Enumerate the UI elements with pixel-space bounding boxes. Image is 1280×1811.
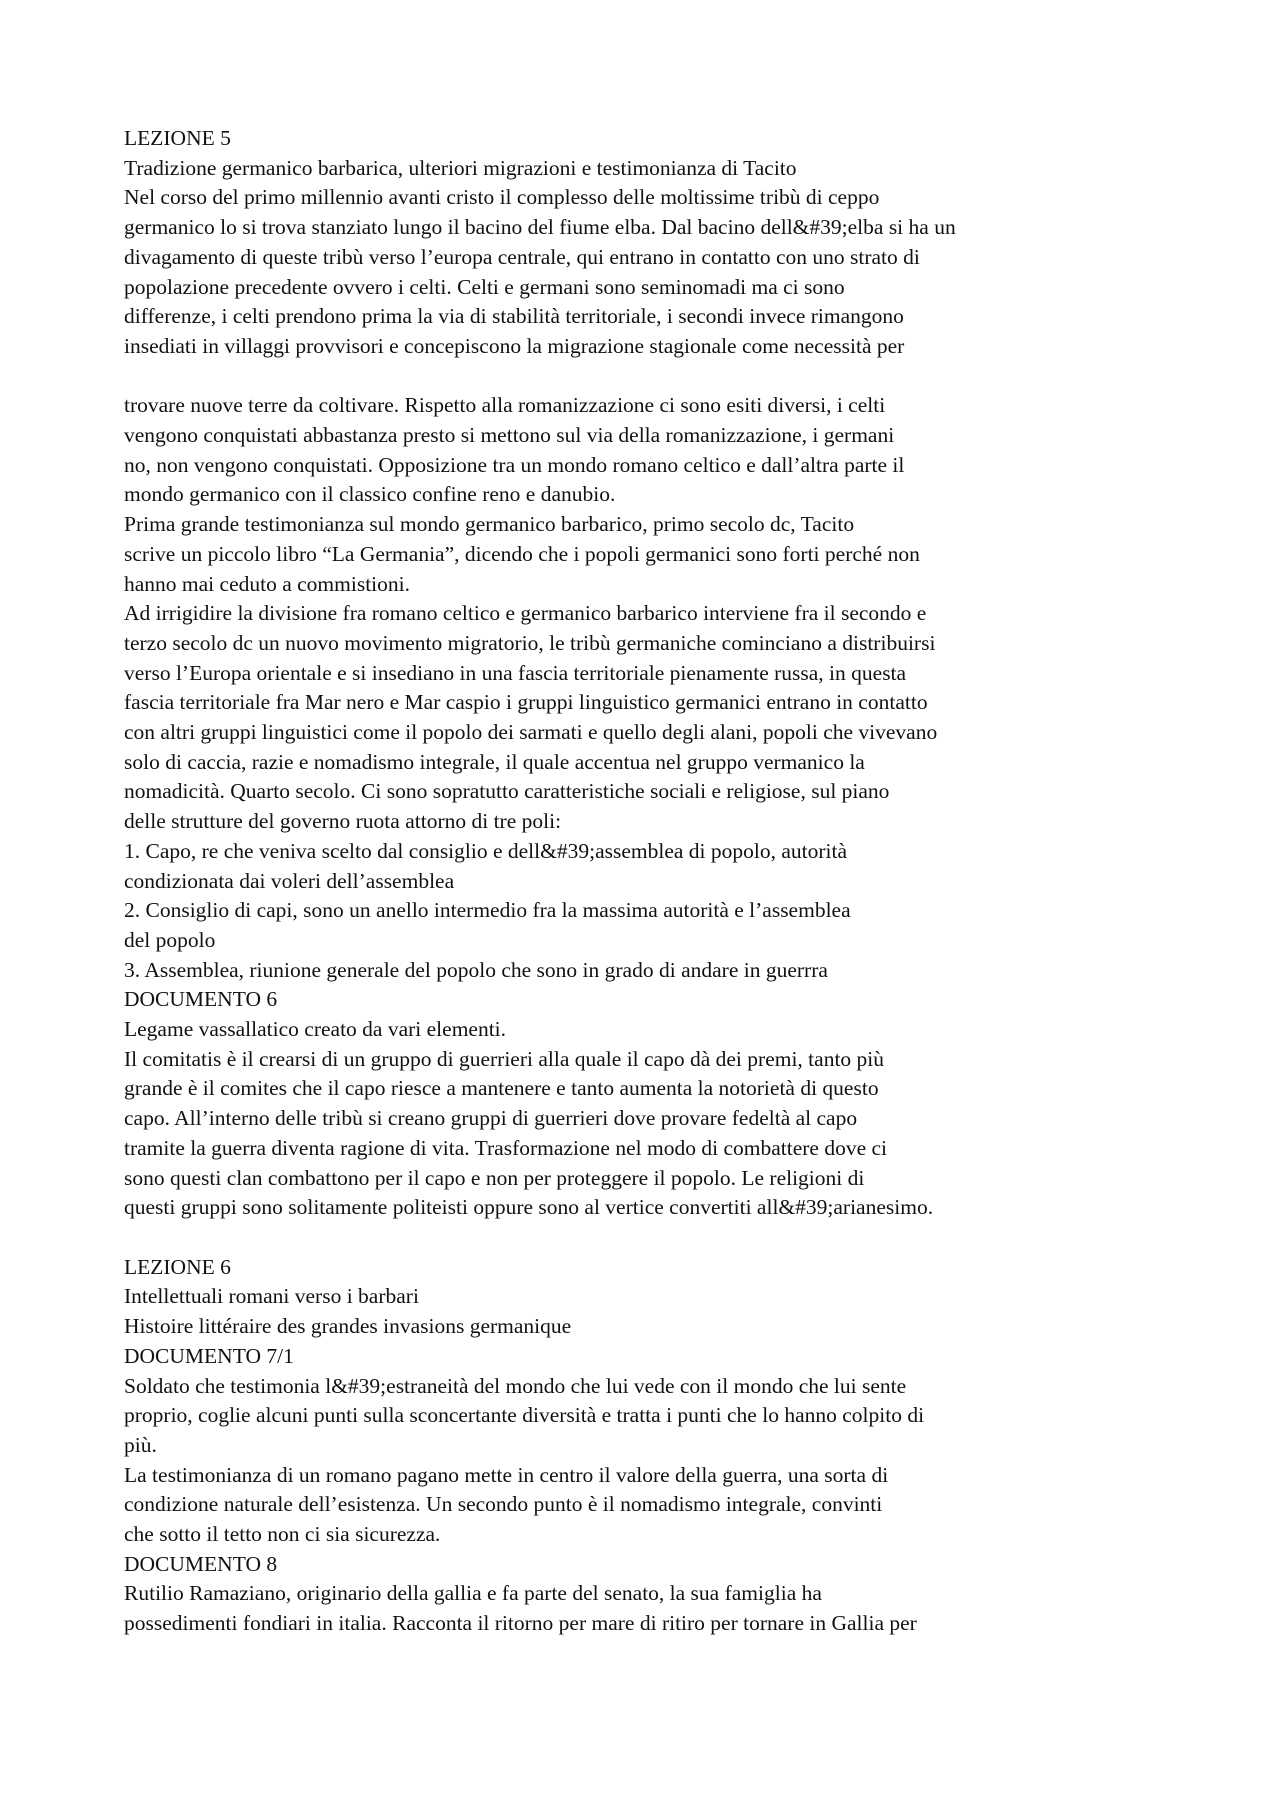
document-page <box>124 124 1164 1639</box>
text-line: tramite la guerra diventa ragione di vita. Trasformazione nel modo di combattere dove ci <box>124 1135 887 1160</box>
text-line: fascia territoriale fra Mar nero e Mar caspio i gruppi linguistico germanici entrano in contatto <box>124 690 928 715</box>
text-line: DOCUMENTO 6 <box>124 987 278 1012</box>
text-line: terzo secolo dc un nuovo movimento migratorio, le tribù germaniche cominciano a distribuirsi <box>124 630 936 655</box>
text-block <box>124 1253 1164 1639</box>
text-line: DOCUMENTO 7/1 <box>124 1343 294 1368</box>
text-line: 1. Capo, re che veniva scelto dal consiglio e dell&#39;assemblea di popolo, autorità <box>124 838 848 863</box>
paragraph-gap <box>124 1223 1164 1253</box>
paragraph-gap <box>124 362 1164 392</box>
text-line: questi gruppi sono solitamente politeisti oppure sono al vertice convertiti all&#39;arianesimo. <box>124 1195 934 1220</box>
text-line: Il comitatis è il crearsi di un gruppo di guerrieri alla quale il capo dà dei premi, tanto più <box>124 1046 885 1071</box>
text-line: proprio, coglie alcuni punti sulla sconcertante diversità e tratta i punti che lo hanno colpito di <box>124 1403 925 1428</box>
text-line: più. <box>124 1432 157 1457</box>
text-line: del popolo <box>124 927 216 952</box>
text-line: capo. All’interno delle tribù si creano gruppi di guerrieri dove provare fedeltà al capo <box>124 1106 858 1131</box>
text-block <box>124 391 1164 1223</box>
text-line: popolazione precedente ovvero i celti. Celti e germani sono seminomadi ma ci sono <box>124 274 845 299</box>
text-line: hanno mai ceduto a commistioni. <box>124 571 411 596</box>
text-line: Rutilio Ramaziano, originario della gallia e fa parte del senato, la sua famiglia ha <box>124 1581 822 1606</box>
text-line: Tradizione germanico barbarica, ulteriori migrazioni e testimonianza di Tacito <box>124 155 797 180</box>
text-line: 2. Consiglio di capi, sono un anello intermedio fra la massima autorità e l’assemblea <box>124 898 851 923</box>
text-line: Histoire littéraire des grandes invasions germanique <box>124 1314 572 1339</box>
text-line: grande è il comites che il capo riesce a mantenere e tanto aumenta la notorietà di questo <box>124 1076 879 1101</box>
text-line: trovare nuove terre da coltivare. Rispetto alla romanizzazione ci sono esiti diversi, i celti <box>124 393 886 418</box>
text-line: Soldato che testimonia l&#39;estraneità del mondo che lui vede con il mondo che lui sente <box>124 1373 907 1398</box>
text-line: solo di caccia, razie e nomadismo integrale, il quale accentua nel gruppo vermanico la <box>124 749 865 774</box>
text-line: delle strutture del governo ruota attorno di tre poli: <box>124 809 562 834</box>
text-line: Ad irrigidire la divisione fra romano celtico e germanico barbarico interviene fra il secondo e <box>124 601 927 626</box>
text-line: Intellettuali romani verso i barbari <box>124 1284 419 1309</box>
text-line: Prima grande testimonianza sul mondo germanico barbarico, primo secolo dc, Tacito <box>124 512 855 537</box>
text-line: Legame vassallatico creato da vari elementi. <box>124 1017 507 1042</box>
text-line: nomadicità. Quarto secolo. Ci sono sopratutto caratteristiche sociali e religiose, sul piano <box>124 779 890 804</box>
text-line: germanico lo si trova stanziato lungo il bacino del fiume elba. Dal bacino dell&#39;elba si ha un <box>124 215 956 240</box>
text-line: mondo germanico con il classico confine reno e danubio. <box>124 482 616 507</box>
text-line: verso l’Europa orientale e si insediano in una fascia territoriale pienamente russa, in questa <box>124 660 907 685</box>
text-line: scrive un piccolo libro “La Germania”, dicendo che i popoli germanici sono forti perché non <box>124 541 920 566</box>
text-line: vengono conquistati abbastanza presto si mettono sul via della romanizzazione, i germani <box>124 423 895 448</box>
text-line: condizione naturale dell’esistenza. Un secondo punto è il nomadismo integrale, convinti <box>124 1492 883 1517</box>
text-line: sono questi clan combattono per il capo e non per proteggere il popolo. Le religioni di <box>124 1165 865 1190</box>
text-line: LEZIONE 5 <box>124 126 231 150</box>
text-line: divagamento di queste tribù verso l’europa centrale, qui entrano in contatto con uno strato di <box>124 244 920 269</box>
text-block <box>124 124 1164 362</box>
text-line: insediati in villaggi provvisori e concepiscono la migrazione stagionale come necessità per <box>124 333 905 358</box>
text-line: condizionata dai voleri dell’assemblea <box>124 868 455 893</box>
text-line: no, non vengono conquistati. Opposizione tra un mondo romano celtico e dall’altra parte il <box>124 452 905 477</box>
text-line: che sotto il tetto non ci sia sicurezza. <box>124 1522 441 1547</box>
text-line: con altri gruppi linguistici come il popolo dei sarmati e quello degli alani, popoli che vivevano <box>124 720 938 745</box>
text-line: differenze, i celti prendono prima la via di stabilità territoriale, i secondi invece rimangono <box>124 304 904 329</box>
text-line: LEZIONE 6 <box>124 1254 231 1279</box>
text-line: DOCUMENTO 8 <box>124 1551 278 1576</box>
text-line: Nel corso del primo millennio avanti cristo il complesso delle moltissime tribù di ceppo <box>124 185 880 210</box>
text-line: La testimonianza di un romano pagano mette in centro il valore della guerra, una sorta di <box>124 1462 889 1487</box>
text-line: possedimenti fondiari in italia. Racconta il ritorno per mare di ritiro per tornare in Gallia per <box>124 1611 917 1636</box>
text-line: 3. Assemblea, riunione generale del popolo che sono in grado di andare in guerrra <box>124 957 828 982</box>
